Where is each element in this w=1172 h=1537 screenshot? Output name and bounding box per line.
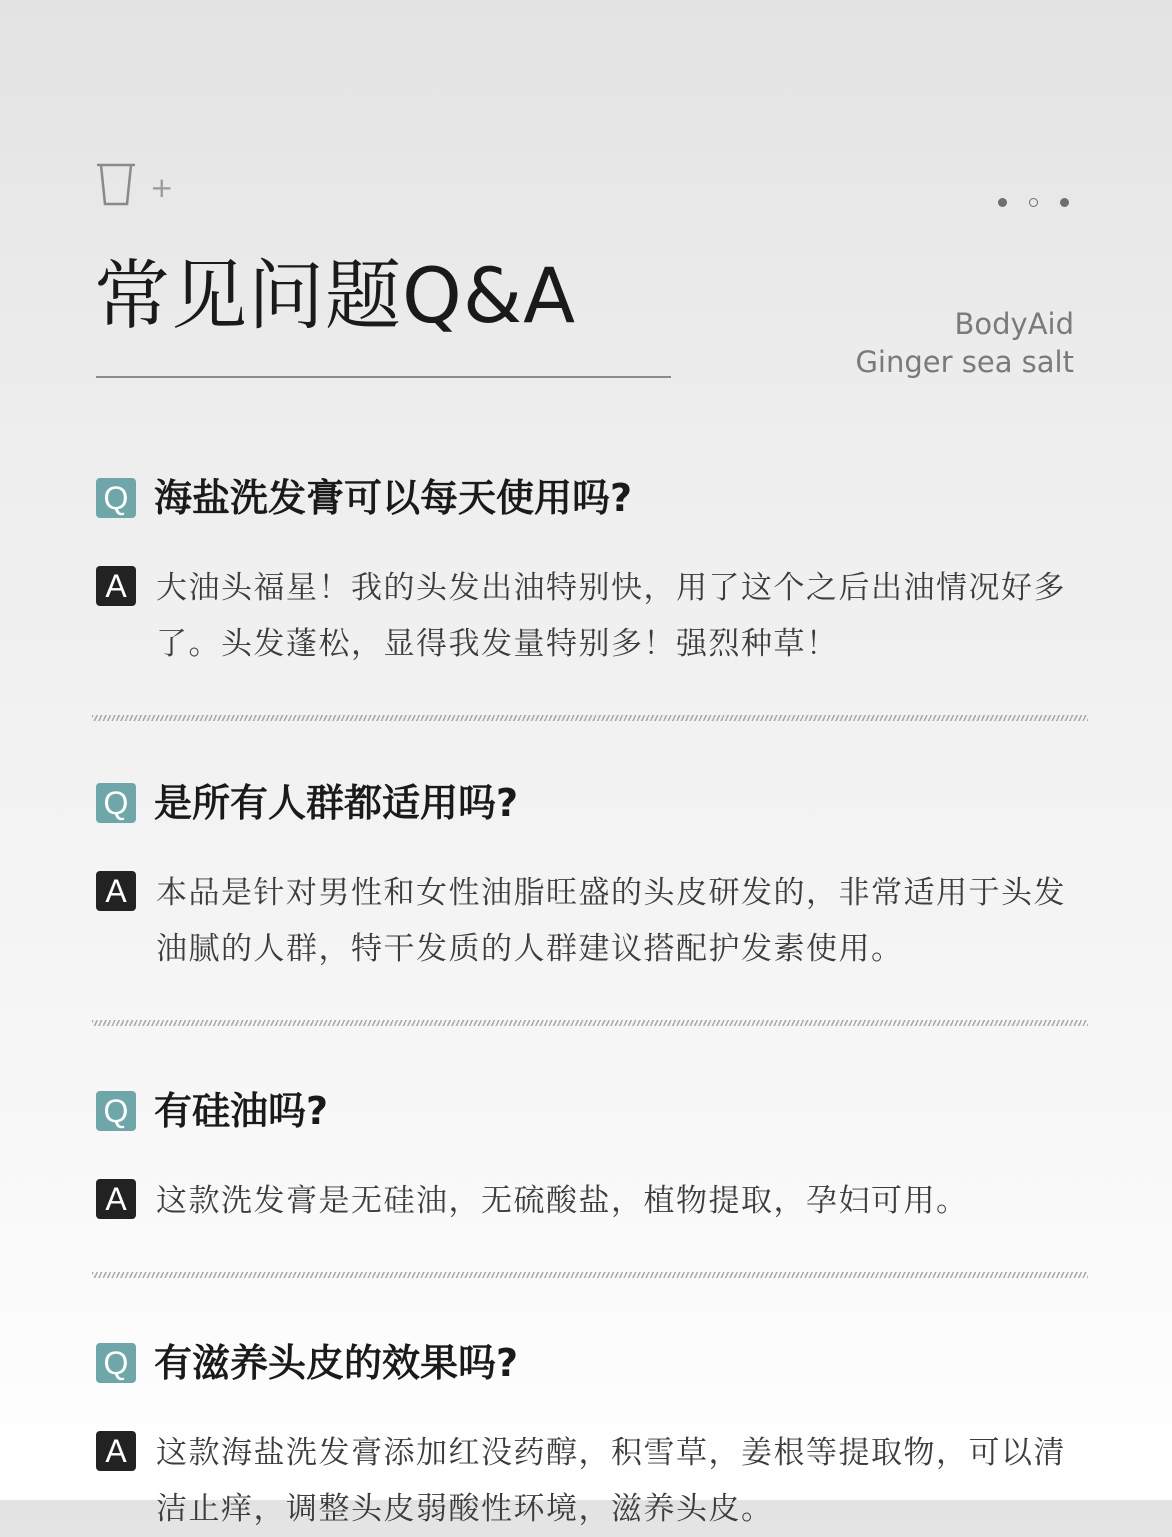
answer-badge: A: [96, 1179, 136, 1219]
question-badge: Q: [96, 1091, 136, 1131]
answer-badge: A: [96, 566, 136, 606]
dot-1: [998, 198, 1007, 207]
question-text: 有滋养头皮的效果吗?: [154, 1341, 519, 1385]
faq-item-3: [96, 1087, 1086, 1229]
dots-indicator: [998, 194, 1078, 210]
brand-name: BodyAid: [954, 307, 1074, 341]
faq-item-2: [96, 779, 1086, 977]
question-badge: Q: [96, 783, 136, 823]
page-title: 常见问题Q&A: [94, 251, 577, 340]
brand-block: [855, 305, 1074, 381]
faq-item-1: [96, 474, 1086, 672]
answer-badge: A: [96, 871, 136, 911]
answer-text: 这款洗发膏是无硅油，无硫酸盐，植物提取，孕妇可用。: [156, 1183, 969, 1219]
dashed-divider: [92, 1272, 1088, 1278]
brand-subtitle: Ginger sea salt: [855, 345, 1074, 379]
dot-3: [1060, 198, 1069, 207]
question-badge: Q: [96, 478, 136, 518]
answer-text: 大油头福星！我的头发出油特别快，用了这个之后出油情况好多了。头发蓬松，显得我发量特别多！强烈种草！: [156, 570, 1066, 662]
cup-icon: [94, 160, 138, 208]
question-text: 有硅油吗?: [154, 1089, 329, 1133]
title-underline: [96, 376, 671, 378]
answer-text: 本品是针对男性和女性油脂旺盛的头皮研发的，非常适用于头发油腻的人群，特干发质的人群建议搭配护发素使用。: [156, 875, 1066, 967]
plus-icon: +: [150, 171, 174, 204]
dot-2: [1029, 198, 1038, 207]
answer-badge: A: [96, 1431, 136, 1471]
dashed-divider: [92, 715, 1088, 721]
answer-text: 这款海盐洗发膏添加红没药醇，积雪草，姜根等提取物，可以清洁止痒，调整头皮弱酸性环境，滋养头皮。: [156, 1435, 1066, 1527]
question-text: 海盐洗发膏可以每天使用吗?: [154, 476, 633, 520]
faq-item-4: [96, 1339, 1086, 1537]
question-text: 是所有人群都适用吗?: [154, 781, 519, 825]
question-badge: Q: [96, 1343, 136, 1383]
dashed-divider: [92, 1020, 1088, 1026]
